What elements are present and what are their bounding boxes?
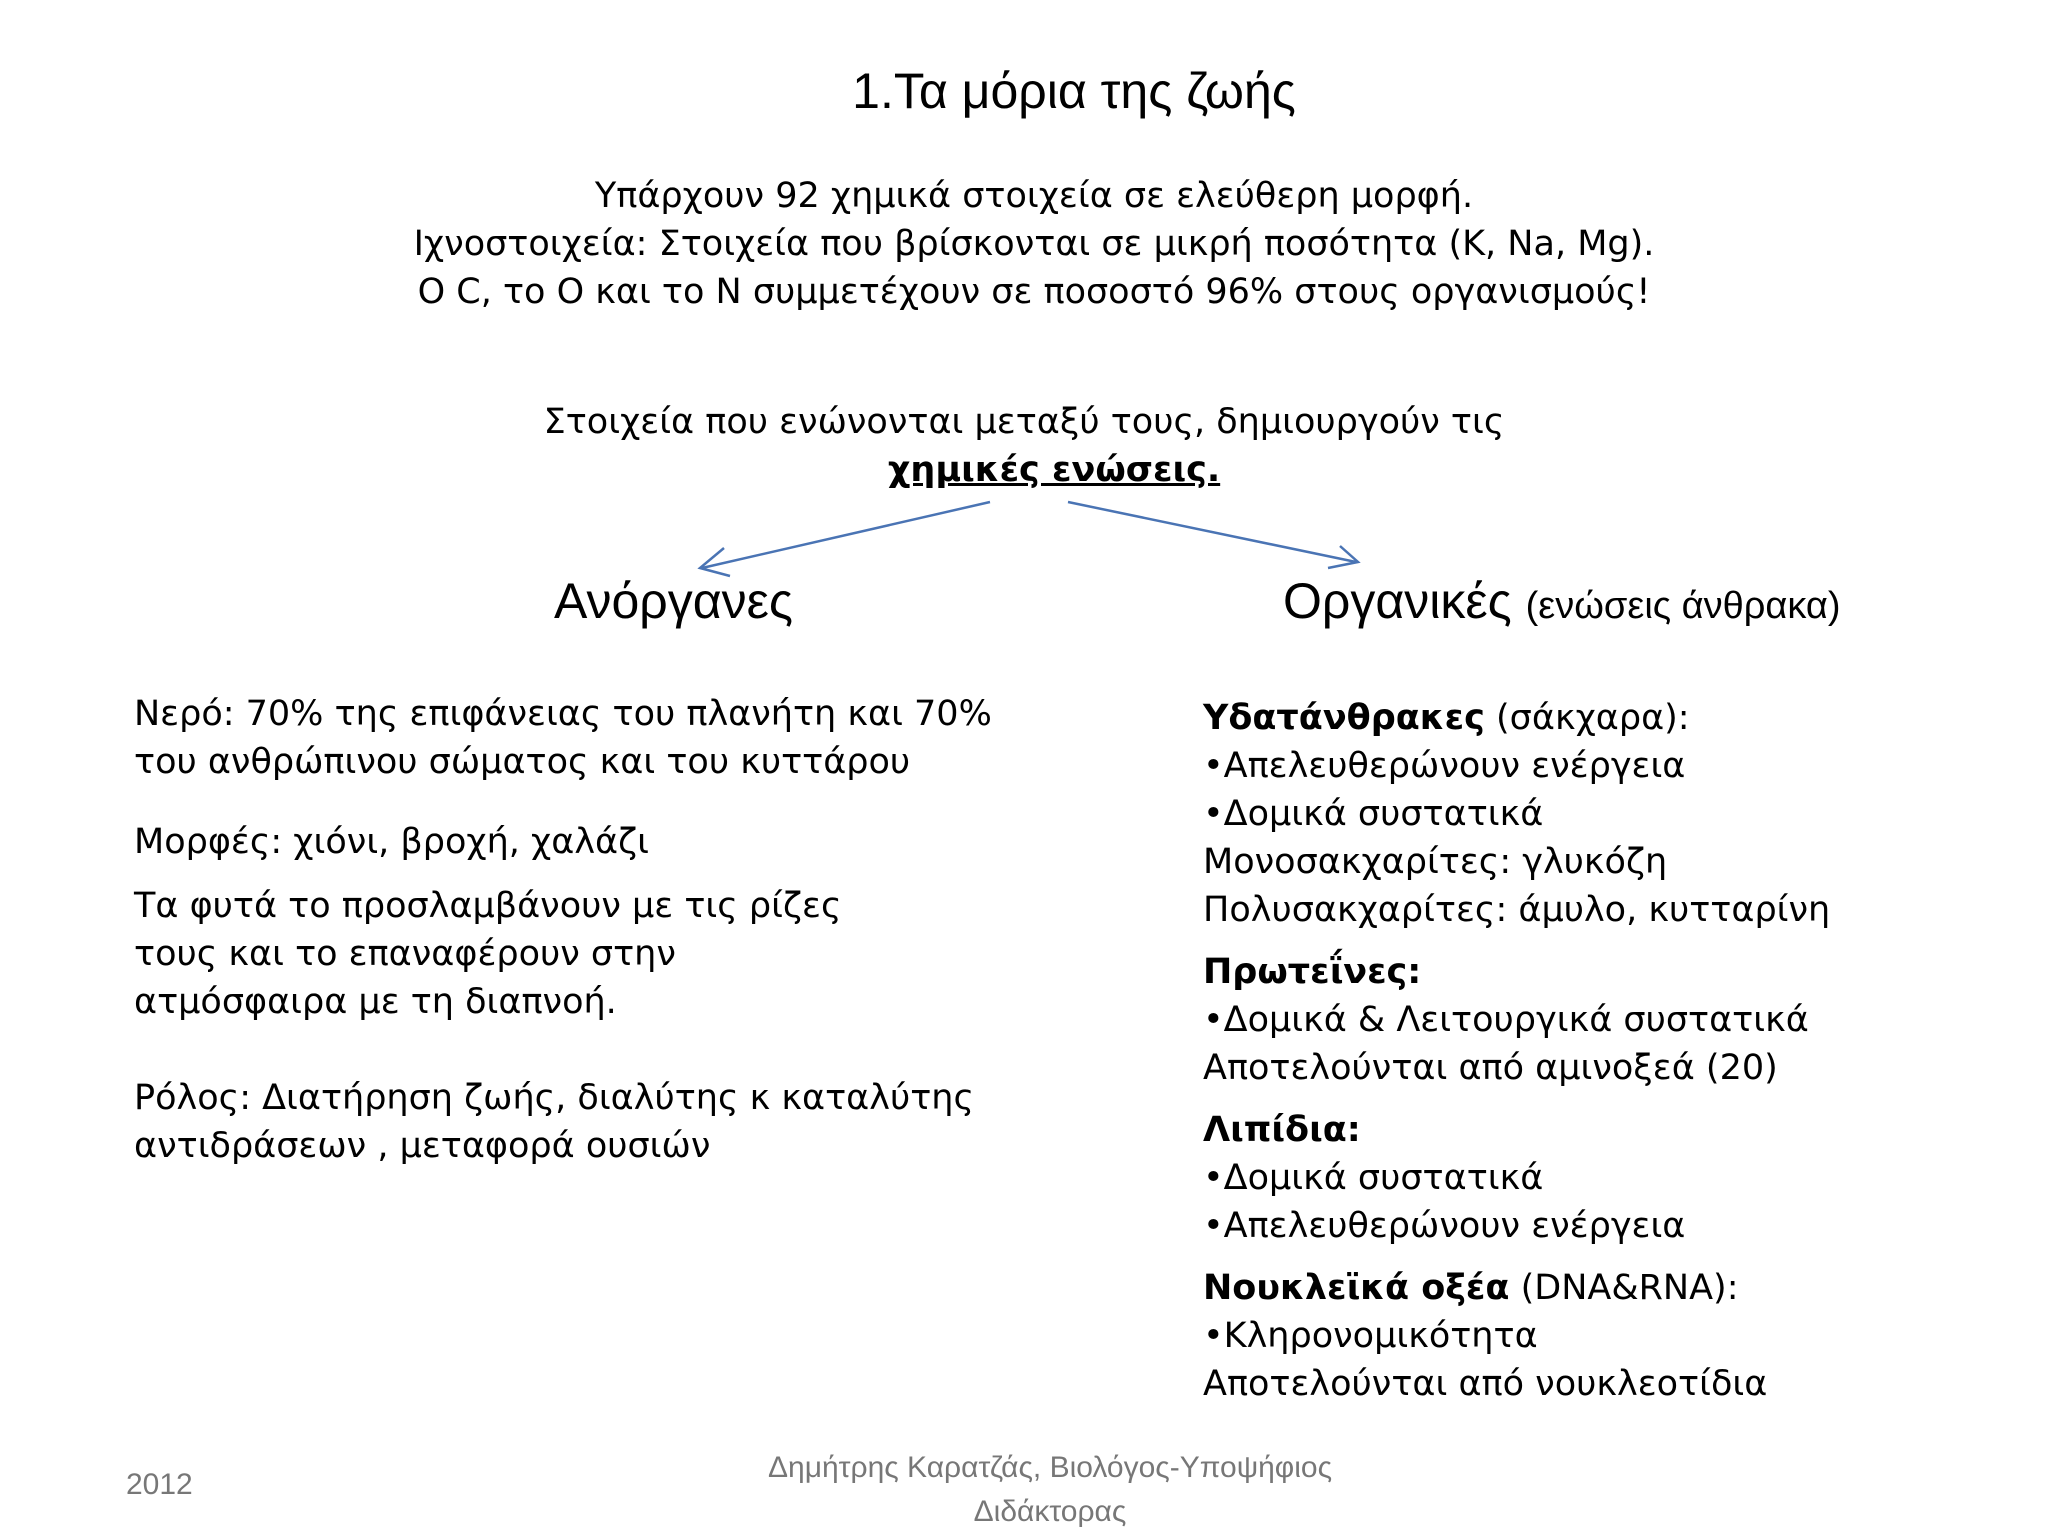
- organic-heading-text: Οργανικές: [1283, 573, 1512, 629]
- organic-heading-note: (ενώσεις άνθρακα): [1525, 585, 1841, 627]
- water-line-2: του ανθρώπινου σώματος και του κυττάρου: [134, 742, 911, 782]
- proteins-line-2: Αποτελούνται από αμινοξεά (20): [1203, 1048, 1778, 1088]
- footer-author-line-1: Δημήτρης Καρατζάς, Βιολόγος-Υποψήφιος: [767, 1451, 1333, 1484]
- lipids-line-1: •Δομικά συστατικά: [1203, 1158, 1544, 1198]
- lipids-line-2: •Απελευθερώνουν ενέργεια: [1203, 1206, 1686, 1246]
- nucleic-note: (DNA&RNA):: [1509, 1268, 1739, 1308]
- compounds-line: Στοιχεία που ενώνονται μεταξύ τους, δημιουργούν τις: [543, 402, 1505, 442]
- nucleic-line-2: Αποτελούνται από νουκλεοτίδια: [1203, 1364, 1768, 1404]
- plants-line-2: τους και το επαναφέρουν στην: [134, 934, 676, 974]
- carbs-heading: [1203, 694, 1830, 742]
- arrow-right: [1068, 502, 1356, 562]
- arrow-left: [702, 502, 990, 568]
- proteins-line-1: •Δομικά & Λειτουργικά συστατικά: [1203, 1000, 1809, 1040]
- organic-heading: [1283, 572, 1840, 630]
- carbs-line-3: Μονοσακχαρίτες: γλυκόζη: [1203, 842, 1668, 882]
- proteins-title: Πρωτεΐνες:: [1203, 952, 1422, 992]
- carbs-note: (σάκχαρα):: [1484, 698, 1690, 738]
- plants-line-3: ατμόσφαιρα με τη διαπνοή.: [134, 982, 617, 1022]
- intro-line-2: Ιχνοστοιχεία: Στοιχεία που βρίσκονται σε μικρή ποσότητα (K, Na, Mg).: [413, 224, 1655, 264]
- intro-line-1: Υπάρχουν 92 χημικά στοιχεία σε ελεύθερη μορφή.: [594, 176, 1474, 216]
- inorganic-column: [134, 690, 992, 1170]
- compounds-term: χημικές ενώσεις.: [887, 450, 1221, 490]
- forms-line: Μορφές: χιόνι, βροχή, χαλάζι: [134, 822, 649, 862]
- carbs-line-1: •Απελευθερώνουν ενέργεια: [1203, 746, 1686, 786]
- carbs-line-4: Πολυσακχαρίτες: άμυλο, κυτταρίνη: [1203, 890, 1831, 930]
- footer-author: [700, 1446, 1400, 1534]
- plants-line-1: Τα φυτά το προσλαμβάνουν με τις ρίζες: [134, 886, 842, 926]
- carbs-line-2: •Δομικά συστατικά: [1203, 794, 1544, 834]
- organic-column: [1203, 694, 1830, 1408]
- slide-title: 1.Τα μόρια της ζωής: [852, 63, 1296, 119]
- carbs-title: Υδατάνθρακες: [1203, 698, 1485, 738]
- water-line-1: Νερό: 70% της επιφάνειας του πλανήτη και 70%: [134, 694, 992, 734]
- role-line-2: αντιδράσεων , μεταφορά ουσιών: [134, 1126, 711, 1166]
- inorganic-heading: Ανόργανες: [554, 573, 793, 629]
- nucleic-heading: [1203, 1264, 1830, 1312]
- role-line-1: Ρόλος: Διατήρηση ζωής, διαλύτης κ καταλύτης: [134, 1078, 974, 1118]
- nucleic-line-1: •Κληρονομικότητα: [1203, 1316, 1538, 1356]
- intro-line-3: O C, το O και το N συμμετέχουν σε ποσοστό 96% στους οργανισμούς!: [417, 272, 1651, 312]
- footer-year: 2012: [126, 1468, 193, 1501]
- footer-author-line-2: Διδάκτορας: [973, 1495, 1127, 1528]
- nucleic-title: Νουκλεϊκά οξέα: [1203, 1268, 1510, 1308]
- lipids-title: Λιπίδια:: [1203, 1110, 1361, 1150]
